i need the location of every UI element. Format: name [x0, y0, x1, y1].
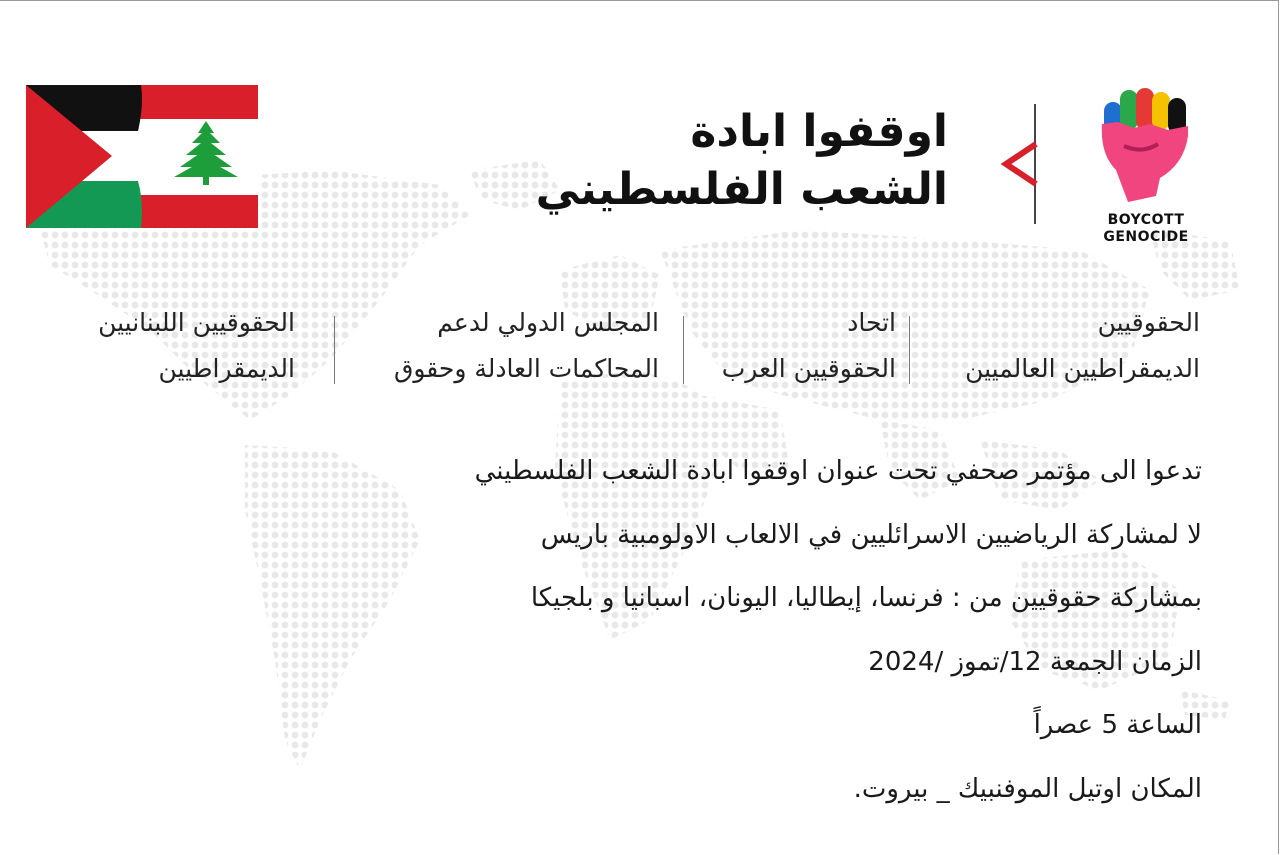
org-separator [683, 316, 684, 384]
org-4-line-2: الديمقراطيين [158, 354, 295, 383]
body-line-time: الساعة 5 عصراً [1033, 710, 1202, 740]
palestine-lebanon-flag-icon [26, 85, 258, 228]
body-line: تدعوا الى مؤتمر صحفي تحت عنوان اوقفوا ابادة الشعب الفلسطيني [474, 456, 1202, 486]
org-3-line-2: المحاكمات العادلة وحقوق [393, 354, 659, 383]
title-line-1: اوقفوا ابادة [690, 106, 948, 157]
body-line: لا لمشاركة الرياضيين الاسرائليين في الالعاب الاولومبية باريس [540, 519, 1202, 550]
page-title [508, 103, 948, 219]
org-3-line-1: المجلس الدولي لدعم [437, 308, 659, 337]
org-4-line-1: الحقوقيين اللبنانيين [98, 308, 295, 337]
chevron-left-icon [1000, 140, 1040, 188]
boycott-genocide-logo-text [1088, 212, 1204, 246]
body-line-location: المكان اوتيل الموفنبيك _ بيروت. [853, 773, 1202, 804]
org-arab-lawyers-union [722, 300, 896, 392]
body-line-date: الزمان الجمعة 12/تموز /2024 [868, 646, 1202, 677]
logo-text-line-2: GENOCIDE [1103, 229, 1189, 245]
org-2-line-1: اتحاد [847, 308, 896, 337]
org-1-line-2: الديمقراطيين العالميين [965, 354, 1200, 383]
org-international-council-fair-trials [394, 300, 659, 392]
org-1-line-1: الحقوقيين [1097, 308, 1200, 337]
org-separator [334, 316, 335, 384]
logo-text-line-1: BOYCOTT [1107, 212, 1185, 228]
title-line-2: الشعب الفلسطيني [535, 164, 948, 215]
org-separator [909, 316, 910, 384]
org-international-democratic-lawyers [965, 300, 1200, 392]
org-lebanese-democratic-lawyers [98, 300, 295, 392]
org-2-line-2: الحقوقيين العرب [721, 354, 896, 383]
raised-fist-icon [1098, 84, 1194, 204]
body-line: بمشاركة حقوقيين من : فرنسا، إيطاليا، اليونان، اسبانيا و بلجيكا [530, 583, 1202, 613]
invitation-body [382, 440, 1202, 821]
